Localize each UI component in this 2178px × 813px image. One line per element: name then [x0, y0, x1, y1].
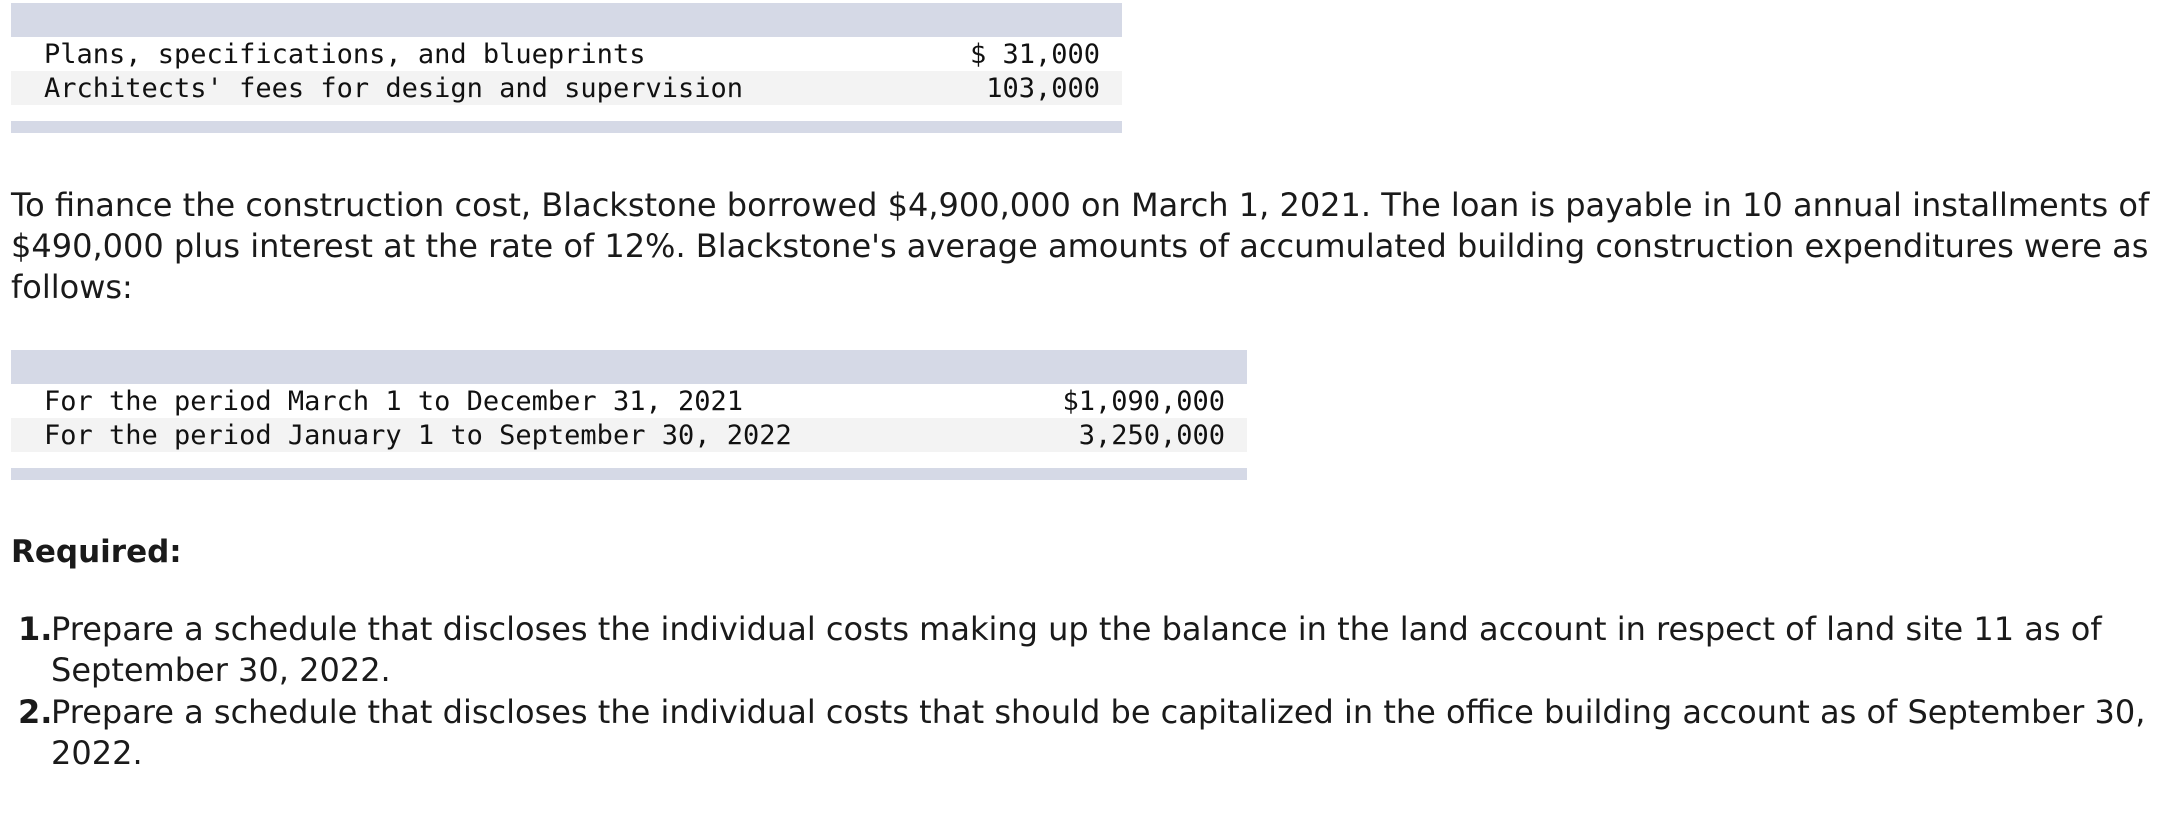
- row-amount: $1,090,000: [1062, 385, 1225, 417]
- row-description: Plans, specifications, and blueprints: [44, 38, 646, 70]
- table-footer-bar: [11, 468, 1247, 480]
- row-amount: $ 31,000: [969, 38, 1100, 70]
- table-row: [11, 37, 1122, 71]
- list-item: [11, 692, 2151, 774]
- table-row: [11, 71, 1122, 105]
- expenditure-table: [11, 350, 1247, 480]
- row-amount: 3,250,000: [1078, 419, 1225, 451]
- row-amount: 103,000: [986, 72, 1100, 104]
- table-footer-bar: [11, 121, 1122, 133]
- row-description: For the period March 1 to December 31, 2021: [44, 385, 743, 417]
- requirements-list: [11, 609, 2151, 775]
- table-row: [11, 418, 1247, 452]
- table-header-bar: [11, 350, 1247, 384]
- item-text: Prepare a schedule that discloses the individual costs that should be capitalized in the office building account as of September 30, 2022.: [51, 693, 2146, 772]
- list-item: [11, 609, 2151, 691]
- financing-paragraph: To finance the construction cost, Blackstone borrowed $4,900,000 on March 1, 2021. The loan is payable in 10 annual installments of $490,000 plus interest at the rate of 12%. Blackstone's average amounts of accumulated building construction expenditures were as follows:: [11, 186, 2150, 306]
- item-text: Prepare a schedule that discloses the individual costs making up the balance in the land account in respect of land site 11 as of September 30, 2022.: [51, 610, 2102, 689]
- required-heading: Required:: [11, 534, 182, 570]
- table-row: [11, 384, 1247, 418]
- item-number: 2.: [18, 693, 53, 731]
- item-number: 1.: [18, 610, 53, 648]
- row-description: For the period January 1 to September 30, 2022: [44, 419, 792, 451]
- table-header-bar: [11, 3, 1122, 37]
- cost-table: [11, 3, 1122, 133]
- row-description: Architects' fees for design and supervision: [44, 72, 743, 104]
